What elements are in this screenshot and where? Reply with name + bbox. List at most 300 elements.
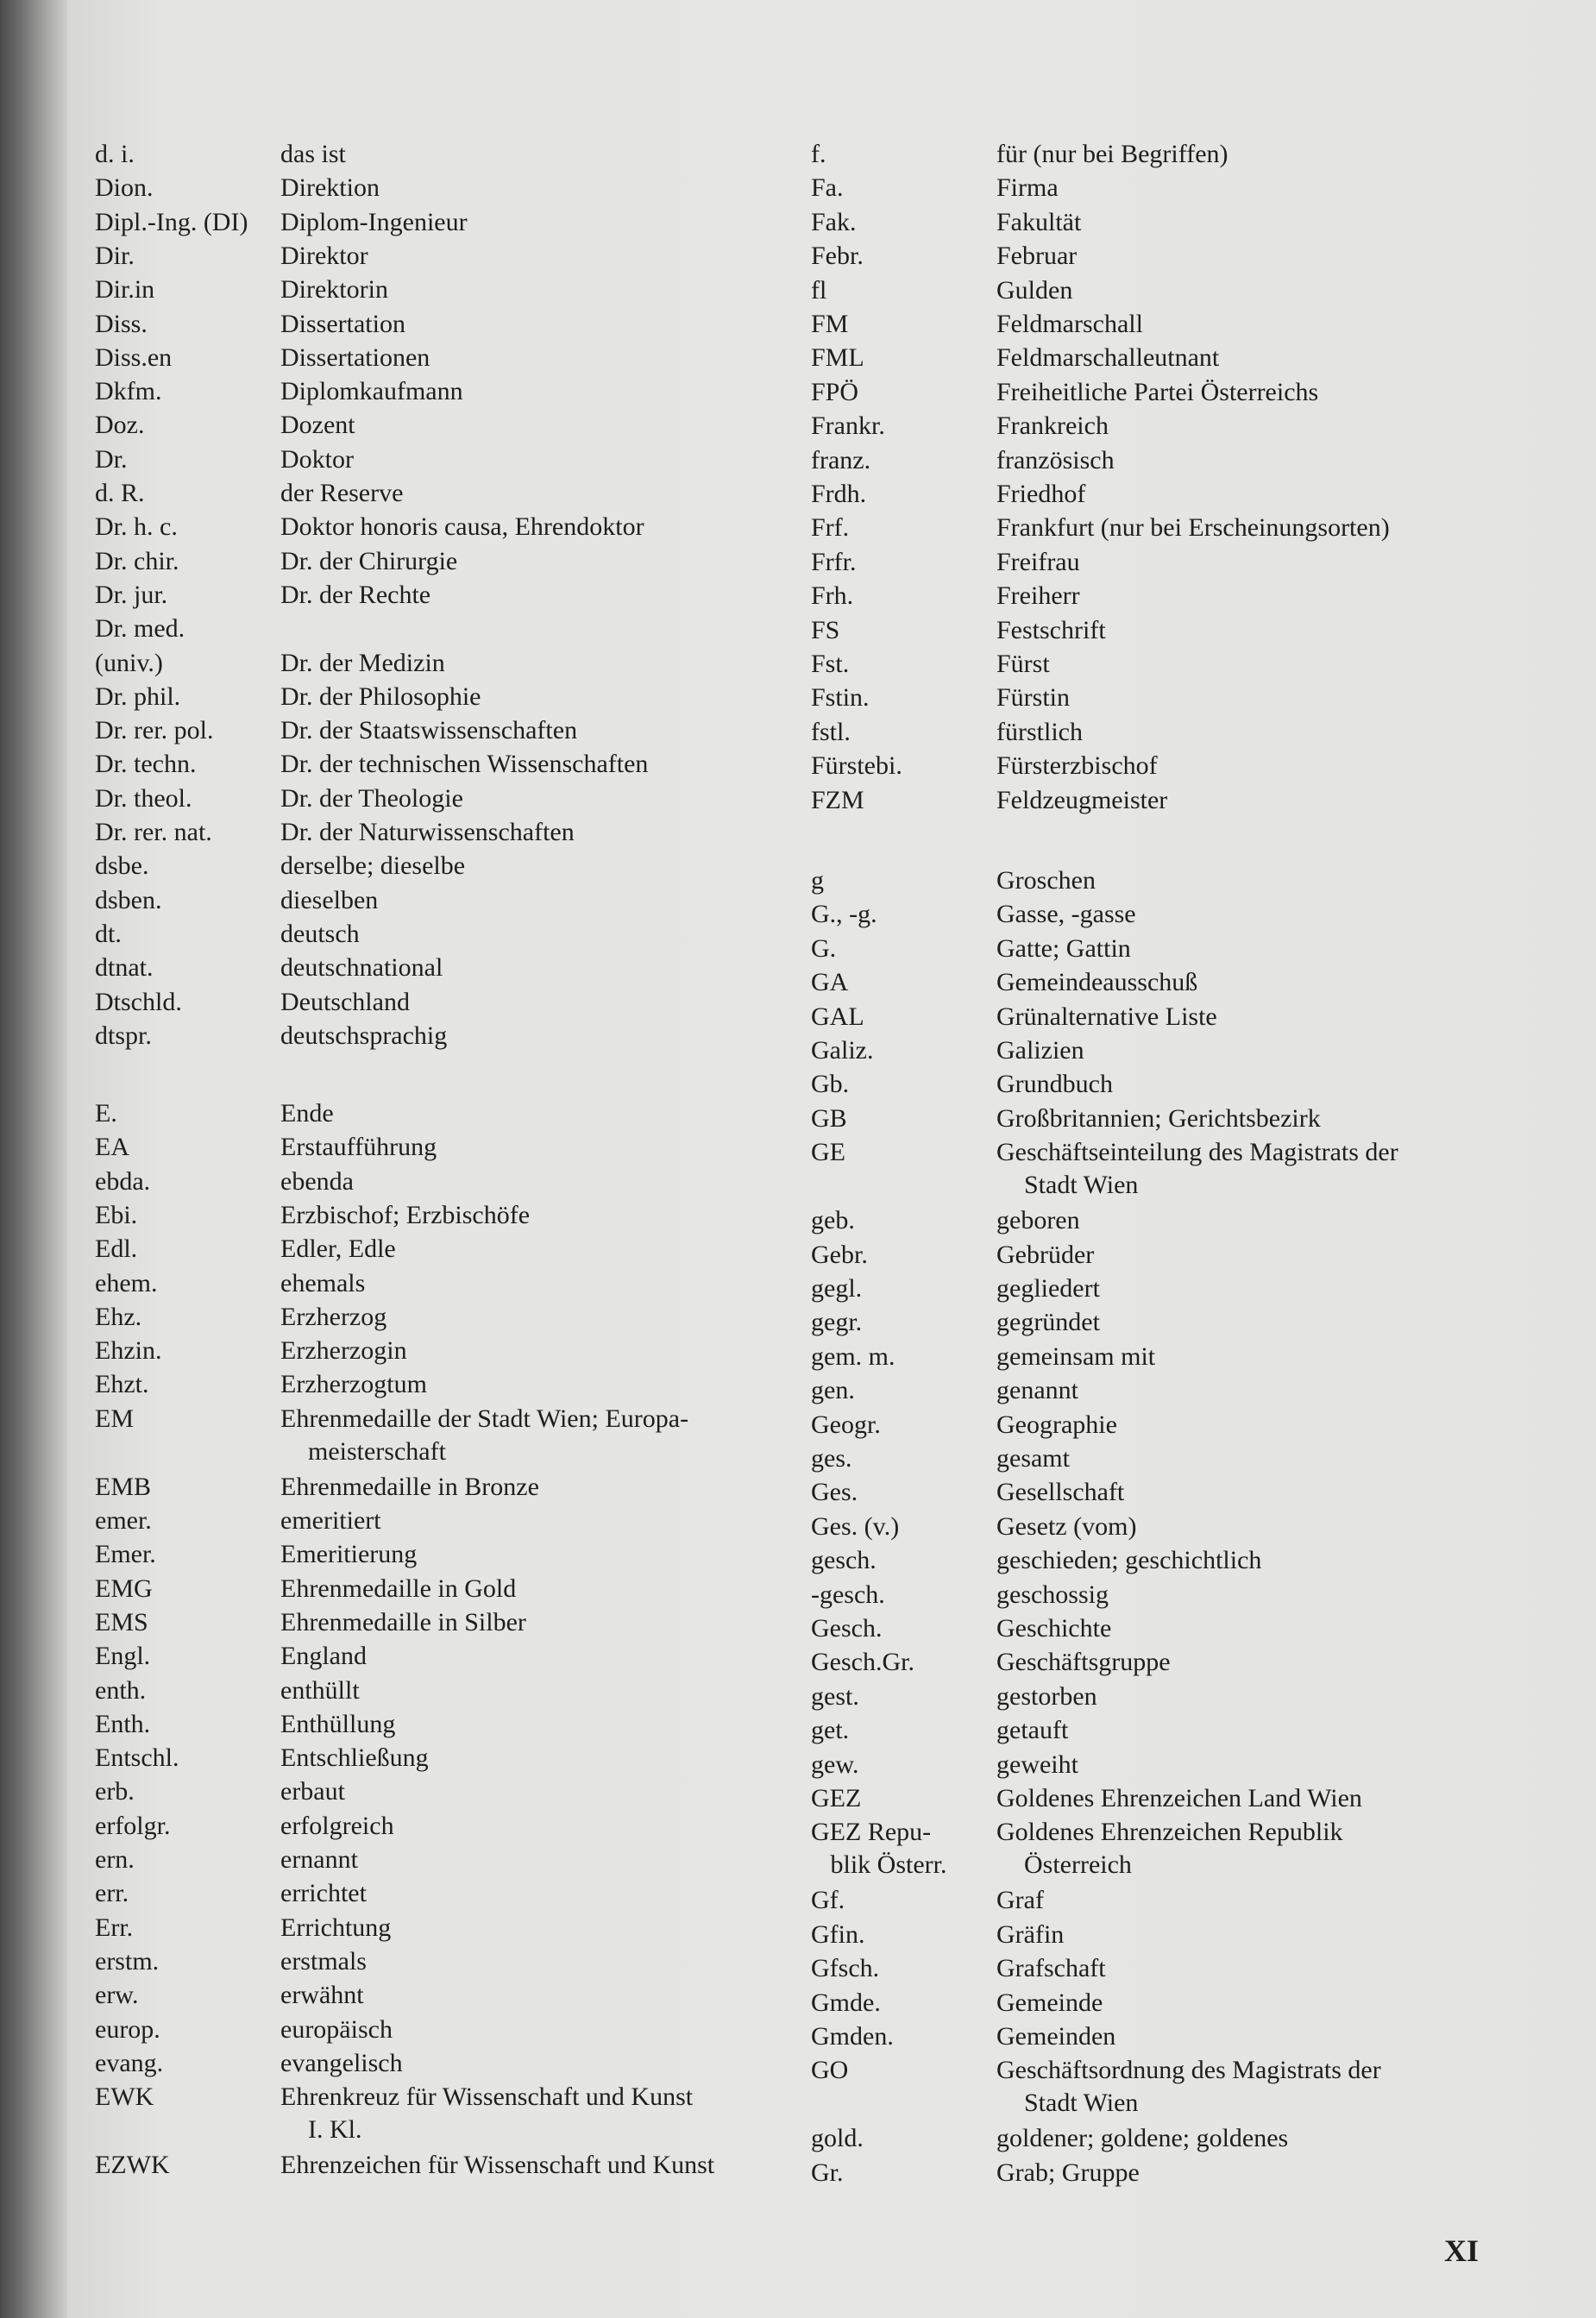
entry-abbreviation: GB — [811, 1103, 847, 1133]
entry-definition-text: Diplom-Ingenieur — [280, 207, 468, 236]
entry-definition — [996, 1102, 1531, 1135]
entry-abbreviation: Ehzin. — [95, 1336, 162, 1366]
entry-abbreviation: Edl. — [95, 1234, 138, 1264]
entry-definition — [280, 1538, 833, 1571]
entry-abbreviation: err. — [95, 1879, 129, 1908]
entry-definition — [996, 1646, 1531, 1679]
entry-definition-text: europäisch — [280, 2014, 393, 2044]
entry-abbreviation: erw. — [95, 1981, 139, 2010]
entry-definition — [996, 1749, 1531, 1781]
entry-definition-text: Gesellschaft — [996, 1478, 1125, 1507]
entry-definition-text: Februar — [996, 242, 1078, 271]
entry-definition — [280, 1810, 833, 1843]
entry-definition-text: evangelisch — [280, 2048, 403, 2077]
entry-abbreviation: Dipl.-Ing. (DI) — [95, 207, 248, 236]
entry-abbreviation: europ. — [95, 2014, 160, 2044]
entry-definition — [996, 1341, 1531, 1373]
entry-definition — [280, 1945, 833, 1978]
entry-definition-text: Ehrenkreuz für Wissenschaft und Kunst — [280, 2082, 694, 2112]
entry-abbreviation: GA — [811, 968, 849, 997]
entry-abbreviation: Gebr. — [811, 1240, 868, 1269]
entry-definition — [280, 1368, 833, 1401]
entry-definition-text: Gulden — [996, 275, 1073, 305]
entry-abbreviation: Emer. — [95, 1540, 156, 1569]
entry-definition-text: das ist — [280, 140, 346, 168]
entry-definition-text: geboren — [996, 1206, 1080, 1235]
entry-definition — [280, 1606, 833, 1639]
entry-definition — [280, 1979, 833, 2012]
entry-definition — [996, 750, 1531, 782]
entry-definition-text: erwähnt — [280, 1981, 364, 2010]
entry-definition — [996, 864, 1531, 897]
entry-abbreviation: Dir. — [95, 241, 135, 270]
entry-definition — [996, 1884, 1531, 1917]
entry-definition — [996, 410, 1531, 443]
entry-definition — [996, 580, 1531, 612]
entry-abbreviation: Engl. — [95, 1642, 151, 1671]
entry-abbreviation: FML — [811, 343, 864, 373]
book-spine-shadow — [0, 0, 67, 2318]
entry-definition — [280, 1020, 833, 1052]
entry-definition — [996, 172, 1531, 204]
entry-definition-text: Ehrenmedaille in Gold — [280, 1574, 517, 1603]
entry-definition-text: geschieden; geschichtlich — [996, 1546, 1262, 1575]
entry-definition-continuation: I. Kl. — [308, 2115, 362, 2145]
entry-definition-text: französisch — [996, 445, 1115, 474]
entry-definition — [280, 1708, 833, 1741]
entry-definition — [280, 2081, 833, 2146]
entry-abbreviation: Ges. (v.) — [811, 1511, 900, 1541]
entry-abbreviation: fl — [811, 275, 827, 305]
entry-definition — [996, 206, 1531, 239]
entry-definition — [996, 1987, 1531, 2020]
entry-definition — [996, 1239, 1531, 1272]
entry-abbreviation: d. i. — [95, 140, 135, 168]
entry-abbreviation: GE — [811, 1138, 845, 1167]
entry-abbreviation: Enth. — [95, 1709, 151, 1738]
entry-definition-text: Dissertationen — [280, 342, 430, 372]
entry-abbreviation: f. — [811, 140, 826, 168]
entry-abbreviation: Gesch. — [811, 1614, 883, 1643]
entry-abbreviation: Dr. techn. — [95, 750, 197, 779]
entry-definition-text: Galizien — [996, 1036, 1084, 1065]
entry-definition-text: Erzherzogtum — [280, 1370, 427, 1399]
entry-definition — [996, 342, 1531, 374]
entry-definition — [996, 682, 1531, 714]
entry-definition — [996, 2054, 1531, 2120]
entry-abbreviation: EZWK — [95, 2151, 170, 2180]
entry-abbreviation: EM — [95, 1404, 134, 1433]
entry-abbreviation: ebda. — [95, 1166, 151, 1196]
entry-definition-text: Geschichte — [996, 1614, 1112, 1643]
entry-definition-text: deutschsprachig — [280, 1021, 448, 1050]
entry-definition — [280, 1844, 833, 1876]
entry-definition-text: Dr. der Theologie — [280, 783, 463, 813]
entry-definition — [280, 850, 833, 883]
entry-definition — [280, 1233, 833, 1266]
entry-definition-text: Freifrau — [996, 547, 1080, 576]
left-column — [95, 138, 802, 2208]
entry-definition-text: Grab; Gruppe — [996, 2158, 1140, 2187]
entry-definition — [996, 1001, 1531, 1033]
entry-abbreviation: Dion. — [95, 173, 154, 203]
entry-definition-text: erfolgreich — [280, 1811, 394, 1840]
entry-definition — [996, 1068, 1531, 1101]
entry-definition — [996, 784, 1531, 817]
entry-definition-text: Graf — [996, 1886, 1044, 1915]
entry-definition-text: Dr. der Philosophie — [280, 682, 481, 711]
entry-definition-text: Fürst — [996, 650, 1050, 678]
entry-definition-text: Emeritierung — [280, 1540, 418, 1569]
entry-definition-text: erstmals — [280, 1946, 367, 1976]
entry-abbreviation: gew. — [811, 1749, 859, 1779]
entry-definition — [996, 308, 1531, 341]
entry-abbreviation: Diss.en — [95, 342, 173, 372]
entry-abbreviation: enth. — [95, 1675, 147, 1705]
entry-abbreviation: ehem. — [95, 1268, 158, 1297]
entry-definition — [280, 206, 833, 239]
entry-definition-text: Enthüllung — [280, 1709, 396, 1738]
entry-abbreviation: d. R. — [95, 479, 145, 507]
entry-definition — [280, 986, 833, 1019]
entry-abbreviation: Dr. chir. — [95, 546, 179, 575]
entry-abbreviation: EA — [95, 1133, 129, 1162]
entry-abbreviation: dt. — [95, 919, 122, 948]
entry-abbreviation: GO — [811, 2056, 849, 2085]
entry-abbreviation: EMG — [95, 1574, 153, 1603]
entry-definition — [996, 1272, 1531, 1305]
entry-definition-text: Geschäftsgruppe — [996, 1648, 1171, 1677]
entry-definition-text: enthüllt — [280, 1675, 360, 1705]
entry-definition — [280, 748, 833, 781]
entry-abbreviation: gegr. — [811, 1308, 863, 1337]
entry-abbreviation: Gfin. — [811, 1919, 865, 1949]
entry-abbreviation: ges. — [811, 1444, 852, 1473]
entry-definition — [280, 1505, 833, 1537]
entry-definition-text: ehemals — [280, 1268, 366, 1297]
entry-definition-text: Erzherzogin — [280, 1336, 407, 1366]
entry-definition — [280, 511, 833, 543]
entry-abbreviation: Ehz. — [95, 1302, 142, 1331]
entry-abbreviation: emer. — [95, 1506, 152, 1535]
entry-definition-text: Feldzeugmeister — [996, 785, 1168, 814]
entry-definition — [996, 1409, 1531, 1442]
entry-definition-text: Direktion — [280, 173, 380, 203]
entry-abbreviation: erstm. — [95, 1946, 160, 1976]
entry-abbreviation: GEZ — [811, 1784, 862, 1812]
entry-definition — [280, 884, 833, 917]
right-column — [811, 138, 1518, 2208]
entry-definition — [280, 308, 833, 341]
entry-definition — [996, 933, 1531, 965]
entry-abbreviation: dtnat. — [95, 953, 154, 983]
entry-definition-text: Gasse, -gasse — [996, 900, 1136, 929]
entry-definition — [280, 1267, 833, 1300]
entry-definition — [996, 444, 1531, 477]
entry-definition-text: Fürstin — [996, 683, 1071, 713]
entry-abbreviation: dtspr. — [95, 1021, 152, 1050]
entry-definition-text: Gemeinde — [996, 1988, 1103, 2017]
entry-definition-text: genannt — [996, 1376, 1078, 1405]
entry-definition — [280, 342, 833, 374]
entry-abbreviation: Dr. rer. pol. — [95, 716, 214, 745]
entry-definition-text: getauft — [996, 1716, 1069, 1745]
entry-abbreviation: Galiz. — [811, 1036, 874, 1065]
entry-definition — [280, 2013, 833, 2046]
entry-definition — [280, 1335, 833, 1367]
entry-definition-text: gemeinsam mit — [996, 1341, 1156, 1371]
entry-definition — [280, 782, 833, 815]
entry-abbreviation: franz. — [811, 445, 871, 474]
entry-definition — [280, 681, 833, 713]
entry-definition-text: Geschäftseinteilung des Magistrats der — [996, 1138, 1398, 1167]
entry-definition — [996, 1782, 1531, 1815]
entry-definition-text: Festschrift — [996, 615, 1106, 644]
entry-definition-text: Friedhof — [996, 480, 1086, 508]
entry-definition — [280, 138, 833, 171]
entry-definition-text: Erstaufführung — [280, 1133, 437, 1162]
entry-abbreviation: Dr. jur. — [95, 580, 168, 609]
entry-abbreviation: Fstin. — [811, 683, 870, 713]
entry-abbreviation: gold. — [811, 2124, 864, 2153]
entry-definition-text: Direktorin — [280, 275, 388, 305]
entry-definition — [280, 918, 833, 951]
entry-definition-text: Ehrenzeichen für Wissenschaft und Kunst — [280, 2151, 715, 2180]
entry-definition-text: Dr. der Medizin — [280, 648, 445, 677]
entry-definition-text: Feldmarschall — [996, 310, 1143, 338]
entry-definition — [280, 1742, 833, 1775]
entry-abbreviation: E. — [95, 1099, 117, 1128]
entry-definition-continuation: Österreich — [1024, 1850, 1132, 1880]
entry-definition — [280, 1131, 833, 1164]
entry-abbreviation: Fürstebi. — [811, 751, 902, 781]
entry-definition-text: Grafschaft — [996, 1954, 1106, 1983]
entry-definition-text: Grundbuch — [996, 1070, 1113, 1099]
entry-definition — [996, 648, 1531, 681]
entry-abbreviation: Febr. — [811, 242, 864, 271]
entry-definition — [996, 1476, 1531, 1509]
entry-definition — [996, 1034, 1531, 1067]
entry-definition-text: Deutschland — [280, 987, 410, 1016]
entry-definition — [280, 172, 833, 204]
entry-definition — [280, 1775, 833, 1808]
entry-definition-text: Gemeindeausschuß — [996, 968, 1198, 997]
entry-abbreviation: -gesch. — [811, 1580, 885, 1609]
entry-definition-text: Ehrenmedaille in Bronze — [280, 1472, 539, 1501]
entry-definition-text: Ende — [280, 1099, 334, 1128]
entry-abbreviation: Dr. theol. — [95, 783, 192, 813]
entry-definition — [996, 2122, 1531, 2155]
entry-definition-text: Dissertation — [280, 309, 405, 338]
entry-definition — [996, 1136, 1531, 1202]
entry-definition-text: Feldmarschalleutnant — [996, 343, 1220, 373]
entry-definition — [996, 1544, 1531, 1577]
entry-definition — [996, 1306, 1531, 1339]
entry-definition — [280, 2047, 833, 2080]
entry-abbreviation: Frf. — [811, 513, 850, 543]
entry-definition — [280, 2149, 833, 2182]
entry-definition — [996, 240, 1531, 273]
entry-abbreviation: Fak. — [811, 207, 857, 236]
entry-definition-text: Edler, Edle — [280, 1234, 396, 1264]
entry-definition-continuation: meisterschaft — [308, 1436, 446, 1466]
entry-definition-text: Ehrenmedaille der Stadt Wien; Europa- — [280, 1404, 689, 1433]
entry-definition-text: ernannt — [280, 1845, 358, 1874]
entry-abbreviation: evang. — [95, 2048, 164, 2077]
entry-definition-text: Geographie — [996, 1410, 1117, 1439]
entry-abbreviation: Fa. — [811, 173, 844, 203]
entry-definition — [280, 1165, 833, 1198]
entry-definition — [280, 1674, 833, 1707]
entry-abbreviation: EMS — [95, 1607, 148, 1636]
entry-definition-text: Gräfin — [996, 1919, 1065, 1949]
entry-definition-text: Gemeinden — [996, 2022, 1116, 2051]
entry-abbreviation: Geogr. — [811, 1410, 881, 1439]
entry-definition — [280, 816, 833, 849]
entry-abbreviation: gest. — [811, 1681, 859, 1711]
entry-definition-text: emeritiert — [280, 1506, 381, 1535]
entry-abbreviation: FS — [811, 615, 840, 644]
entry-definition-text: Freiheitliche Partei Österreichs — [996, 377, 1319, 406]
entry-definition — [996, 1919, 1531, 1951]
entry-definition — [280, 1199, 833, 1232]
entry-abbreviation: Gb. — [811, 1070, 850, 1099]
entry-definition-text: Ehrenmedaille in Silber — [280, 1607, 526, 1636]
entry-definition-text: Fakultät — [996, 207, 1082, 236]
entry-definition — [996, 2157, 1531, 2189]
entry-abbreviation: gem. m. — [811, 1341, 895, 1371]
entry-definition — [996, 966, 1531, 999]
entry-definition — [280, 647, 833, 680]
entry-definition-continuation: Stadt Wien — [1024, 1171, 1139, 1200]
entry-abbreviation: Dtschld. — [95, 987, 182, 1016]
entry-definition-text: Geschäftsordnung des Magistrats der — [996, 2056, 1381, 2085]
entry-definition-text: Errichtung — [280, 1913, 392, 1942]
entry-abbreviation: Gmde. — [811, 1988, 881, 2017]
entry-abbreviation: erb. — [95, 1777, 135, 1806]
entry-definition-text: geweiht — [996, 1749, 1078, 1779]
entry-abbreviation: Gr. — [811, 2158, 844, 2187]
entry-abbreviation: Gesch.Gr. — [811, 1648, 914, 1677]
entry-abbreviation: fstl. — [811, 717, 851, 746]
entry-abbreviation: Err. — [95, 1913, 134, 1942]
entry-definition — [996, 512, 1531, 544]
entry-definition — [996, 1579, 1531, 1611]
entry-definition — [280, 375, 833, 408]
entry-definition — [996, 478, 1531, 511]
entry-definition-text: Erzbischof; Erzbischöfe — [280, 1200, 531, 1229]
entry-definition-text: Dr. der Staatswissenschaften — [280, 716, 578, 745]
entry-definition-text: Firma — [996, 173, 1059, 203]
entry-definition-text: gegründet — [996, 1308, 1100, 1337]
entry-abbreviation: Dir.in — [95, 275, 155, 305]
entry-definition-text: Dr. der Naturwissenschaften — [280, 818, 575, 846]
entry-abbreviation: gesch. — [811, 1546, 877, 1575]
entry-definition — [996, 1816, 1531, 1881]
entry-abbreviation: FM — [811, 310, 849, 338]
entry-definition-text: Dr. der Rechte — [280, 580, 431, 609]
entry-definition — [996, 614, 1531, 647]
entry-definition — [280, 1403, 833, 1468]
entry-definition — [280, 1640, 833, 1673]
entry-abbreviation: Fst. — [811, 650, 850, 678]
entry-abbreviation: ern. — [95, 1845, 135, 1874]
entry-abbreviation: EWK — [95, 2082, 154, 2112]
entry-definition-continuation: Stadt Wien — [1024, 2089, 1139, 2118]
entry-abbreviation: Doz. — [95, 411, 145, 440]
entry-definition-text: Entschließung — [280, 1743, 429, 1773]
entry-abbreviation: Gf. — [811, 1886, 845, 1915]
entry-definition — [280, 1471, 833, 1504]
entry-definition-text: Groschen — [996, 866, 1096, 895]
entry-definition — [280, 714, 833, 747]
entry-definition-text: Gesetz (vom) — [996, 1511, 1137, 1541]
entry-definition-text: goldener; goldene; goldenes — [996, 2124, 1289, 2153]
entry-definition-text: gestorben — [996, 1681, 1097, 1711]
entry-definition-text: gesamt — [996, 1444, 1070, 1473]
entry-abbreviation: GAL — [811, 1002, 864, 1031]
entry-definition — [280, 443, 833, 476]
entry-abbreviation: G. — [811, 933, 837, 963]
entry-definition — [996, 1952, 1531, 1985]
entry-definition — [280, 1301, 833, 1334]
entry-abbreviation: Frdh. — [811, 480, 867, 508]
entry-abbreviation: G., -g. — [811, 900, 877, 929]
entry-abbreviation: Ges. — [811, 1478, 858, 1507]
entry-definition — [996, 1714, 1531, 1747]
entry-definition-text: Dr. der technischen Wissenschaften — [280, 750, 649, 779]
entry-definition — [280, 477, 833, 510]
entry-definition-text: Diplomkaufmann — [280, 377, 463, 406]
entry-definition — [280, 240, 833, 273]
entry-abbreviation: g — [811, 866, 824, 895]
entry-definition-text: Doktor honoris causa, Ehrendoktor — [280, 512, 644, 542]
entry-abbreviation: Frfr. — [811, 547, 857, 576]
entry-definition-text: deutsch — [280, 919, 360, 948]
entry-definition — [996, 1511, 1531, 1543]
page-number: XI — [1444, 2233, 1480, 2268]
entry-definition — [996, 138, 1531, 171]
entry-definition-text: deutschnational — [280, 953, 443, 983]
entry-abbreviation: GEZ Repu- blik Österr. — [811, 1818, 947, 1880]
entry-abbreviation: FPÖ — [811, 377, 859, 406]
entry-abbreviation: Dr. med. — [95, 614, 185, 644]
entry-abbreviation: geb. — [811, 1206, 855, 1235]
entry-definition-text: errichtet — [280, 1879, 367, 1908]
entry-definition — [280, 273, 833, 306]
entry-definition — [280, 579, 833, 612]
entry-definition-text: Goldenes Ehrenzeichen Republik — [996, 1818, 1343, 1847]
entry-abbreviation: gegl. — [811, 1274, 863, 1303]
entry-abbreviation: Entschl. — [95, 1743, 179, 1773]
entry-abbreviation: (univ.) — [95, 648, 163, 677]
entry-definition-text: England — [280, 1642, 367, 1671]
entry-abbreviation: Ehzt. — [95, 1370, 149, 1399]
entry-abbreviation: get. — [811, 1716, 850, 1745]
entry-definition-text: Frankreich — [996, 411, 1109, 441]
entry-abbreviation: Frh. — [811, 581, 854, 611]
entry-definition — [280, 1097, 833, 1130]
entry-definition-text: Frankfurt (nur bei Erscheinungsorten) — [996, 513, 1390, 543]
entry-definition — [996, 2020, 1531, 2053]
entry-abbreviation: Ebi. — [95, 1200, 138, 1229]
entry-definition-text: für (nur bei Begriffen) — [996, 140, 1228, 168]
entry-definition-text: Doktor — [280, 444, 354, 474]
entry-abbreviation: Dr. — [95, 444, 128, 474]
entry-definition — [996, 1204, 1531, 1237]
entry-definition — [996, 1612, 1531, 1645]
entry-definition — [996, 1374, 1531, 1407]
